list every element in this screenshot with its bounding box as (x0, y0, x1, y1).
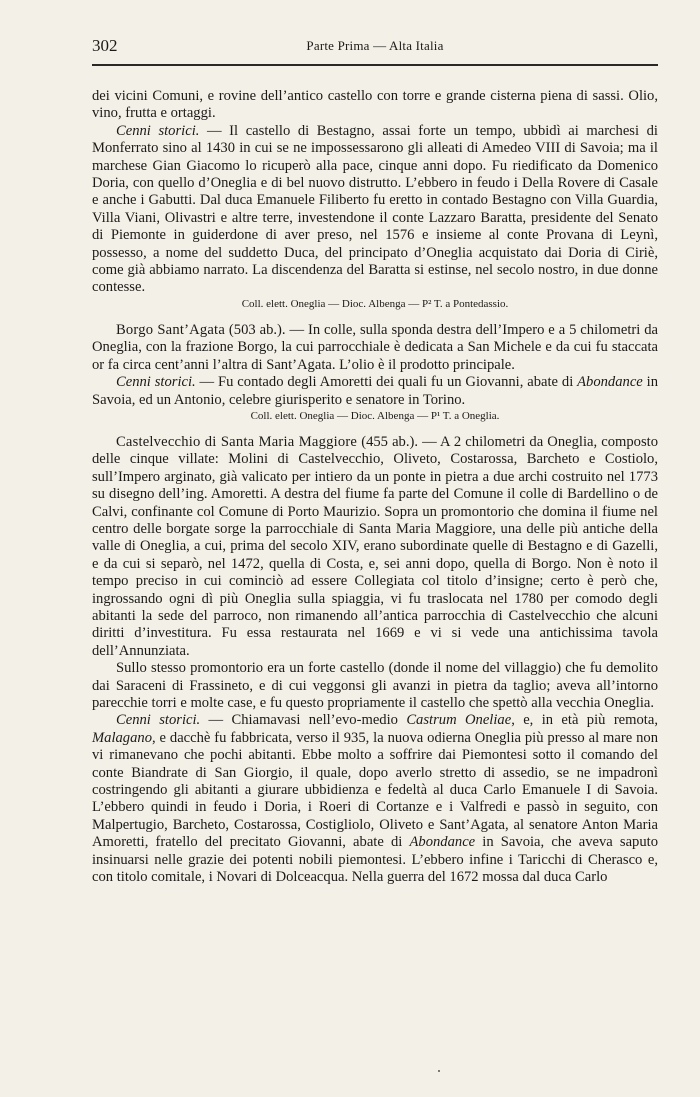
paragraph-continuation: dei vicini Comuni, e rovine dell’antico castello con torre e grande cisterna piena di sassi. Olio, vino, frutta e ortaggi. (92, 88, 658, 122)
print-speck (438, 1070, 440, 1072)
place-name-italic: Malagano (92, 729, 152, 746)
history-text: , e, in età più remota, (511, 712, 658, 729)
admin-note-borgo: Coll. elett. Oneglia — Dioc. Albenga — P¹ T. a Oneglia. (250, 409, 500, 422)
place-name-italic: Abondance (577, 374, 643, 391)
entry-text: (503 ab.). — In colle, sulla sponda destra dell’Impero e a 5 chilometri da Oneglia, con la frazione Borgo, la cui parrocchiale è dedicata a San Michele e da cui fu staccata or fa circa cent’anni l’altra di Sant’Agata. L’olio è il prodotto principale. (92, 321, 658, 373)
running-title: Parte Prima — Alta Italia (306, 38, 444, 53)
history-text: , e dacchè fu fabbricata, verso il 935, la nuova odierna Oneglia più presso al mare non vi rimanevano che pochi abitanti. Ebbe molto a soffrire dai Piemontesi sotto il comando del conte Biandrate di San Giorgio, il quale, dopo averlo stretto di assedio, se ne impadronì costringendo gli abitanti a giurare ubbidienza e fedeltà al duca Carlo Emanuele I di Savoia. L’ebbero quindi in feudo i Doria, i Roeri di Cortanze e i Valfredi e passò in seguito, con Malpertugio, Barcheto, Costarossa, Costigliolo, Oliveto e Sant’Agata, al senatore Anton Maria Amoretti, fratello del precitato Giovanni, abate di (92, 729, 658, 851)
page-number: 302 (92, 36, 118, 55)
latin-name-italic: Castrum Oneliae (406, 712, 512, 729)
history-text: — Chiamavasi nell’evo-medio (200, 712, 407, 729)
admin-note-bestagno: Coll. elett. Oneglia — Dioc. Albenga — P² T. a Pontedassio. (241, 297, 509, 310)
history-text: in Savoia, ed un Antonio, celebre giurisperito e senatore in Torino. (92, 374, 659, 408)
history-text: — Il castello di Bestagno, assai forte un tempo, ubbidì ai marchesi di Monferrato sino al 1430 in cui se ne impossessarono gli alleati di Amedeo VIII di Savoia; ma il marchese Gian Giacomo lo ricuperò alla pace, cinque anni dopo. Fu riedificato da Domenico Doria, con quello d’Oneglia e di bel nuovo distrutto. L’ebbero in feudo i Della Rovere di Casale e anche i Gabutti. Dal duca Emanuele Filiberto fu eretto in contado Bestagno con Villa Guardia, Villa Viani, Olivastri e altre terre, investendone il conte Lazzaro Baratta, presidente del Senato di Piemonte in guiderdone di aver preso, nel 1576 e insieme al conte Provana di Leynì, possesso, a nome del suddetto Duca, del principato d’Oneglia acquistato dai Doria di Ciriè, come già abbiamo narrato. La discendenza del Baratta si estinse, nel secolo nostro, in due donne contesse. (92, 122, 658, 296)
paragraph-bestagno-history (92, 123, 658, 297)
header-rule (92, 64, 658, 66)
history-label: Cenni storici. (116, 374, 196, 391)
paragraph-castelvecchio-history (92, 712, 658, 886)
history-text: in Savoia, che aveva saputo insinuarsi nelle grazie dei potenti nobili piemontesi. L’ebbero infine i Taricchi di Cherasco e, con titolo comitale, i Novari di Dolceacqua. Nella guerra del 1672 mossa dal duca Carlo (92, 834, 658, 886)
entry-heading: Borgo Sant’Agata (116, 321, 225, 338)
page-body (92, 88, 658, 886)
entry-borgo-santagata (92, 322, 658, 374)
place-name-italic: Abondance (409, 834, 476, 851)
entry-heading: Castelvecchio di Santa Maria Maggiore (116, 433, 358, 450)
entry-castelvecchio (92, 434, 658, 660)
entry-text: (455 ab.). — A 2 chilometri da Oneglia, composto delle cinque villate: Molini di Castelvecchio, Oliveto, Costarossa, Barcheto e Costiolo, sull’Impero arginato, già valicato per intiero da un ponte in pietra a due archi costruito nel 1773 su disegno dell’ing. Amoretti. A destra del fiume fa parte del Comune il colle di Bardellino o de Calvi, confinante col Comune di Porto Maurizio. Sopra un promontorio che domina il fiume nel centro delle borgate sorge la parrocchiale di Santa Maria Maggiore, una delle più antiche della valle di Oneglia, a cui, prima del secolo XIV, erano subordinate quelle di Bestagno e di Gazelli, e da cui si separò, nel 1472, quella di Costa, e, sei anni dopo, quella di Borgo. Non è noto il tempo preciso in cui cominciò ad essere Collegiata col titolo d’insigne; certo è però che, ingrossando ogni dì più Oneglia sulla spiaggia, vi fu traslocata nel 1780 per comodo degli abitanti la sede del parroco, non rimanendo all’antica parrocchia di Castelvecchio che alcuni diritti d’investitura. Fu essa restaurata nel 1669 e vi si vede una antichissima tavola dell’Annunziata. (92, 433, 658, 659)
history-label: Cenni storici. (116, 712, 201, 729)
page-header (92, 34, 658, 62)
paragraph-castello: Sullo stesso promontorio era un forte castello (donde il nome del villaggio) che fu demolito dai Saraceni di Frassineto, e di cui veggonsi gli avanzi in pietra da taglio; aveva all’intorno parecchie torri e molte case, e fu questo propriamente il castello che spettò alla vecchia Oneglia. (92, 660, 658, 711)
history-text: — Fu contado degli Amoretti dei quali fu un Giovanni, abate di (195, 374, 578, 391)
paragraph-borgo-history (92, 374, 658, 409)
history-label: Cenni storici. (116, 122, 200, 139)
